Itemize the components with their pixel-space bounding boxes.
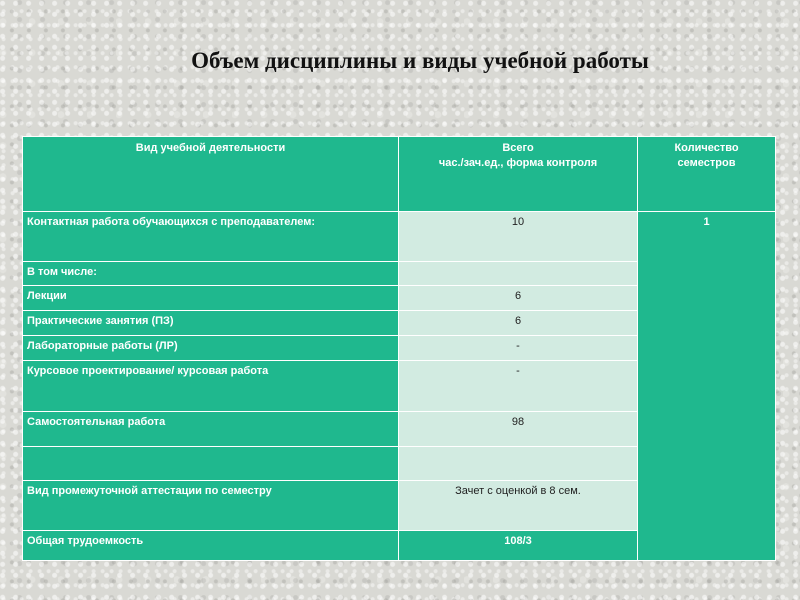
row-label: Курсовое проектирование/ курсовая работа — [23, 361, 399, 412]
row-value: Зачет с оценкой в 8 сем. — [399, 481, 638, 531]
header-activity-type: Вид учебной деятельности — [23, 137, 399, 212]
header-semesters-line1: Количество — [674, 142, 739, 154]
row-label — [23, 447, 399, 481]
row-value: 6 — [399, 311, 638, 336]
row-label: Вид промежуточной аттестации по семестру — [23, 481, 399, 531]
row-label: Практические занятия (ПЗ) — [23, 311, 399, 336]
header-total — [399, 137, 638, 212]
row-value — [399, 262, 638, 286]
row-label: Общая трудоемкость — [23, 531, 399, 561]
page-title: Объем дисциплины и виды учебной работы — [191, 48, 649, 73]
row-label: Лабораторные работы (ЛР) — [23, 336, 399, 361]
workload-table — [22, 136, 776, 561]
row-value: 6 — [399, 286, 638, 311]
header-semesters — [638, 137, 776, 212]
row-value: 98 — [399, 412, 638, 447]
row-value: - — [399, 361, 638, 412]
row-label: Контактная работа обучающихся с преподавателем: — [23, 212, 399, 262]
row-label: Лекции — [23, 286, 399, 311]
table-header-row — [23, 137, 776, 212]
row-value: 10 — [399, 212, 638, 262]
row-label: В том числе: — [23, 262, 399, 286]
header-total-line1: Всего — [502, 142, 534, 154]
header-semesters-line2: семестров — [677, 157, 736, 169]
row-value-total: 108/3 — [399, 531, 638, 561]
header-total-line2: час./зач.ед., форма контроля — [438, 157, 598, 169]
semesters-count: 1 — [638, 212, 776, 561]
row-value — [399, 447, 638, 481]
table-row — [23, 212, 776, 262]
row-label: Самостоятельная работа — [23, 412, 399, 447]
row-value: - — [399, 336, 638, 361]
